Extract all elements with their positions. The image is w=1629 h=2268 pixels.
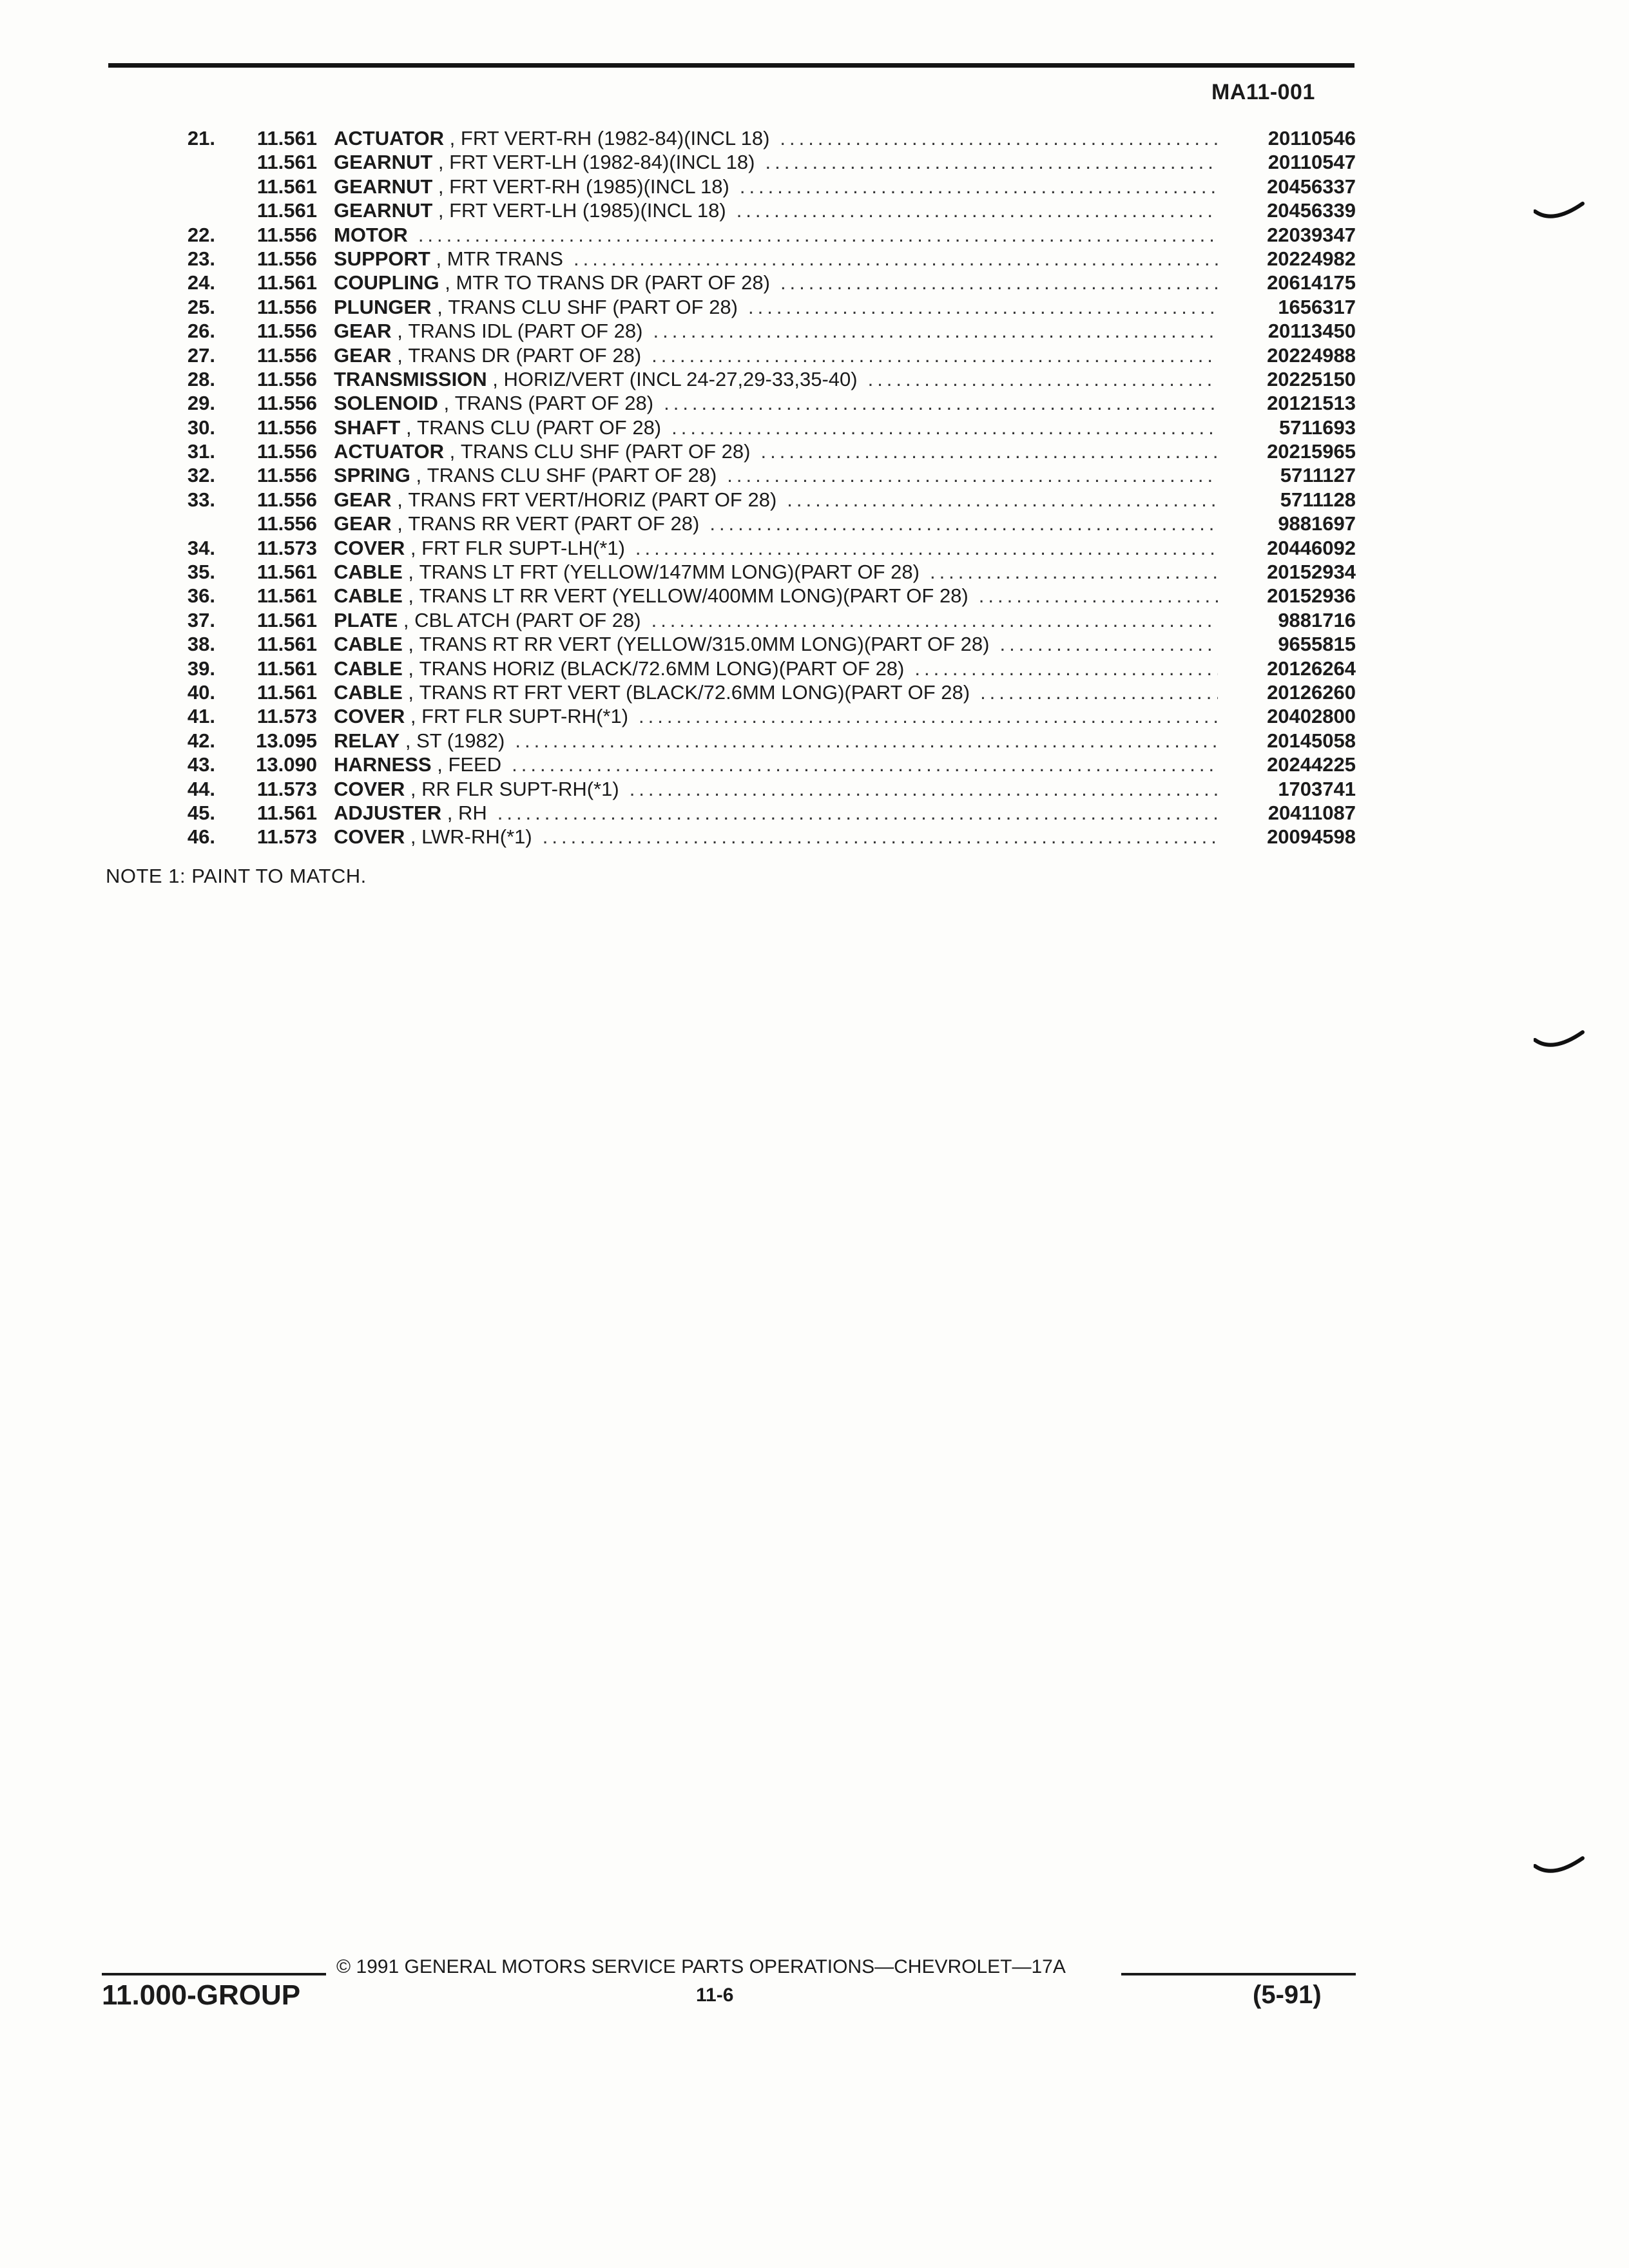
dot-leader: [868, 367, 1218, 391]
part-row: [108, 632, 1356, 656]
part-name: CABLE: [334, 584, 403, 608]
name-separator: ,: [402, 657, 419, 680]
part-name: SUPPORT: [334, 247, 430, 270]
ref-number: 25.: [187, 295, 215, 318]
dot-leader: [497, 801, 1218, 825]
ref-number: 46.: [187, 825, 215, 849]
part-row: [108, 704, 1356, 728]
group-number: 11.561: [256, 680, 317, 704]
ref-number: 41.: [187, 705, 215, 728]
part-name: PLATE: [334, 608, 398, 631]
part-row: [108, 319, 1356, 343]
part-description: TRANS LT RR VERT (YELLOW/400MM LONG)(PART OF 28): [419, 584, 969, 608]
part-name: GEAR: [334, 320, 392, 343]
footer-rule-right: [1121, 1973, 1356, 1975]
name-separator: ,: [402, 561, 419, 584]
part-name: GEARNUT: [334, 199, 433, 222]
group-number: 11.561: [256, 633, 317, 656]
part-row: [108, 657, 1356, 680]
part-description: FRT FLR SUPT-LH(*1): [421, 536, 625, 559]
part-name: PLUNGER: [334, 295, 432, 318]
part-description: TRANS RR VERT (PART OF 28): [408, 512, 700, 535]
dot-leader: [664, 391, 1218, 415]
ref-number: 22.: [187, 223, 215, 246]
part-number: 20126260: [1267, 680, 1356, 704]
group-number: 11.573: [256, 777, 317, 800]
part-description: TRANS CLU SHF (PART OF 28): [427, 464, 717, 487]
dot-leader: [760, 439, 1218, 463]
group-number: 11.561: [256, 199, 317, 222]
group-number: 11.561: [256, 151, 317, 174]
part-description: TRANS RT RR VERT (YELLOW/315.0MM LONG)(PART OF 28): [419, 633, 990, 656]
dot-leader: [543, 825, 1218, 849]
part-name: GEARNUT: [334, 175, 433, 198]
part-name: SPRING: [334, 464, 410, 487]
part-description: CBL ATCH (PART OF 28): [414, 608, 641, 631]
part-number: 20113450: [1268, 320, 1356, 343]
part-number: 5711128: [1280, 488, 1356, 511]
ref-number: 42.: [187, 729, 215, 752]
part-description: TRANS CLU (PART OF 28): [417, 416, 662, 439]
ref-number: 36.: [187, 584, 215, 608]
name-separator: ,: [432, 175, 450, 198]
name-separator: ,: [405, 705, 422, 728]
part-number: 20152934: [1267, 561, 1356, 584]
part-number: 20126264: [1267, 657, 1356, 680]
part-name: COVER: [334, 777, 405, 800]
group-number: 11.561: [256, 657, 317, 680]
name-separator: ,: [398, 608, 415, 631]
part-row: [108, 488, 1356, 512]
name-separator: ,: [432, 151, 450, 174]
part-description: TRANS CLU SHF (PART OF 28): [460, 440, 751, 463]
part-number: 20152936: [1267, 584, 1356, 608]
ref-number: 44.: [187, 777, 215, 800]
part-number: 1656317: [1278, 295, 1356, 318]
group-number: 11.561: [256, 175, 317, 198]
part-description: RR FLR SUPT-RH(*1): [421, 777, 619, 800]
group-number: 11.573: [256, 825, 317, 849]
name-separator: ,: [487, 367, 504, 390]
name-separator: ,: [438, 392, 455, 415]
name-separator: ,: [405, 825, 422, 849]
ref-number: 37.: [187, 608, 215, 631]
name-separator: ,: [441, 801, 458, 824]
dot-leader: [653, 319, 1218, 343]
dot-leader: [418, 223, 1218, 247]
dot-leader: [787, 488, 1218, 512]
part-description: HORIZ/VERT (INCL 24-27,29-33,35-40): [503, 367, 858, 390]
part-name: CABLE: [334, 680, 403, 704]
part-description: TRANS IDL (PART OF 28): [408, 320, 643, 343]
group-number: 11.573: [256, 705, 317, 728]
part-description: FRT VERT-RH (1982-84)(INCL 18): [460, 127, 770, 149]
part-description: TRANS HORIZ (BLACK/72.6MM LONG)(PART OF 28): [419, 657, 905, 680]
note-text: NOTE 1: PAINT TO MATCH.: [106, 865, 367, 887]
ref-number: 33.: [187, 488, 215, 511]
part-description: TRANS (PART OF 28): [454, 392, 654, 415]
ref-number: 24.: [187, 271, 215, 294]
part-row: [108, 198, 1356, 222]
part-number: 20225150: [1267, 367, 1356, 390]
group-number: 11.556: [256, 247, 317, 270]
part-name: TRANSMISSION: [334, 367, 487, 390]
part-row: [108, 295, 1356, 319]
part-number: 20224988: [1267, 343, 1356, 367]
group-number: 11.561: [256, 561, 317, 584]
group-number: 11.556: [256, 392, 317, 415]
ref-number: 27.: [187, 343, 215, 367]
part-row: [108, 680, 1356, 704]
dot-leader: [930, 560, 1218, 584]
group-label: 11.000-GROUP: [102, 1979, 301, 2011]
name-separator: ,: [444, 127, 461, 149]
name-separator: ,: [430, 247, 447, 270]
ref-number: 21.: [187, 127, 215, 149]
group-number: 13.090: [256, 753, 317, 776]
part-number: 5711127: [1280, 464, 1356, 487]
copyright-line: © 1991 GENERAL MOTORS SERVICE PARTS OPERATIONS—CHEVROLET—17A: [336, 1956, 1066, 1977]
part-row: [108, 223, 1356, 247]
part-description: FEED: [448, 753, 502, 776]
name-separator: ,: [410, 464, 427, 487]
part-description: RH: [458, 801, 487, 824]
part-row: [108, 391, 1356, 415]
part-row: [108, 584, 1356, 608]
dot-leader: [651, 343, 1218, 367]
binder-clip-mark: [1534, 195, 1585, 227]
part-number: 20145058: [1267, 729, 1356, 752]
part-number: 20110547: [1268, 151, 1356, 174]
name-separator: ,: [402, 633, 419, 656]
dot-leader: [914, 657, 1218, 680]
part-name: ACTUATOR: [334, 127, 445, 149]
part-row: [108, 825, 1356, 849]
part-number: 20110546: [1268, 127, 1356, 149]
part-number: 5711693: [1279, 416, 1356, 439]
part-description: TRANS RT FRT VERT (BLACK/72.6MM LONG)(PART OF 28): [419, 680, 970, 704]
part-name: COVER: [334, 705, 405, 728]
dot-leader: [1000, 632, 1219, 656]
part-name: GEAR: [334, 488, 392, 511]
part-name: ADJUSTER: [334, 801, 442, 824]
ref-number: 45.: [187, 801, 215, 824]
dot-leader: [651, 608, 1218, 632]
part-number: 9881716: [1278, 608, 1356, 631]
part-number: 20215965: [1267, 440, 1356, 463]
part-name: GEAR: [334, 512, 392, 535]
part-row: [108, 729, 1356, 753]
dot-leader: [980, 680, 1218, 704]
part-row: [108, 126, 1356, 150]
group-number: 11.556: [256, 223, 317, 246]
part-row: [108, 367, 1356, 391]
dot-leader: [727, 463, 1218, 487]
part-row: [108, 247, 1356, 271]
dot-leader: [512, 753, 1218, 776]
part-row: [108, 536, 1356, 560]
ref-number: 40.: [187, 680, 215, 704]
document-code: MA11-001: [1211, 80, 1315, 104]
part-number: 20456339: [1267, 199, 1356, 222]
part-number: 1703741: [1278, 777, 1356, 800]
date-code: (5-91): [1253, 1981, 1322, 2009]
group-number: 13.095: [256, 729, 317, 752]
parts-list: [108, 126, 1356, 849]
part-number: 20446092: [1267, 536, 1356, 559]
name-separator: ,: [400, 729, 417, 752]
group-number: 11.561: [256, 127, 317, 149]
part-row: [108, 343, 1356, 367]
group-number: 11.556: [256, 343, 317, 367]
part-description: FRT VERT-LH (1982-84)(INCL 18): [449, 151, 755, 174]
group-number: 11.561: [256, 584, 317, 608]
dot-leader: [780, 271, 1218, 294]
part-number: 9655815: [1278, 633, 1356, 656]
dot-leader: [979, 584, 1218, 608]
part-row: [108, 608, 1356, 632]
name-separator: ,: [405, 777, 422, 800]
part-description: FRT VERT-RH (1985)(INCL 18): [449, 175, 729, 198]
group-number: 11.556: [256, 512, 317, 535]
part-name: GEAR: [334, 343, 392, 367]
dot-leader: [780, 126, 1218, 150]
name-separator: ,: [400, 416, 418, 439]
dot-leader: [737, 198, 1218, 222]
part-number: 20224982: [1267, 247, 1356, 270]
part-name: CABLE: [334, 633, 403, 656]
part-description: FRT FLR SUPT-RH(*1): [421, 705, 629, 728]
part-row: [108, 416, 1356, 439]
group-number: 11.556: [256, 416, 317, 439]
part-number: 22039347: [1267, 223, 1356, 246]
part-name: RELAY: [334, 729, 400, 752]
ref-number: 23.: [187, 247, 215, 270]
dot-leader: [635, 536, 1218, 560]
part-description: TRANS CLU SHF (PART OF 28): [448, 295, 738, 318]
part-row: [108, 753, 1356, 776]
part-name: CABLE: [334, 657, 403, 680]
part-description: TRANS DR (PART OF 28): [408, 343, 642, 367]
name-separator: ,: [402, 680, 419, 704]
ref-number: 39.: [187, 657, 215, 680]
name-separator: ,: [391, 512, 409, 535]
group-number: 11.561: [256, 608, 317, 631]
part-description: LWR-RH(*1): [421, 825, 532, 849]
part-name: CABLE: [334, 561, 403, 584]
name-separator: ,: [391, 320, 409, 343]
part-number: 20411087: [1268, 801, 1356, 824]
group-number: 11.573: [256, 536, 317, 559]
binder-clip-mark: [1534, 1849, 1585, 1881]
part-row: [108, 801, 1356, 825]
part-name: MOTOR: [334, 223, 408, 246]
part-name: SOLENOID: [334, 392, 438, 415]
name-separator: ,: [391, 343, 409, 367]
ref-number: 34.: [187, 536, 215, 559]
dot-leader: [765, 150, 1218, 174]
ref-number: 32.: [187, 464, 215, 487]
part-name: GEARNUT: [334, 151, 433, 174]
dot-leader: [740, 175, 1218, 198]
part-name: ACTUATOR: [334, 440, 445, 463]
part-row: [108, 271, 1356, 294]
part-number: 9881697: [1278, 512, 1356, 535]
name-separator: ,: [402, 584, 419, 608]
part-name: SHAFT: [334, 416, 401, 439]
group-number: 11.561: [256, 801, 317, 824]
part-row: [108, 512, 1356, 535]
part-row: [108, 463, 1356, 487]
part-name: COVER: [334, 536, 405, 559]
dot-leader: [671, 416, 1218, 439]
dot-leader: [639, 704, 1218, 728]
part-description: MTR TRANS: [447, 247, 563, 270]
group-number: 11.556: [256, 464, 317, 487]
group-number: 11.556: [256, 440, 317, 463]
name-separator: ,: [432, 199, 450, 222]
group-number: 11.556: [256, 488, 317, 511]
part-row: [108, 439, 1356, 463]
ref-number: 29.: [187, 392, 215, 415]
part-name: HARNESS: [334, 753, 432, 776]
name-separator: ,: [439, 271, 456, 294]
part-description: TRANS LT FRT (YELLOW/147MM LONG)(PART OF 28): [419, 561, 920, 584]
part-number: 20094598: [1267, 825, 1356, 849]
page-number: 11-6: [696, 1984, 734, 2006]
binder-clip-mark: [1534, 1023, 1585, 1055]
ref-number: 43.: [187, 753, 215, 776]
part-number: 20614175: [1267, 271, 1356, 294]
part-number: 20121513: [1267, 392, 1356, 415]
part-row: [108, 777, 1356, 801]
group-number: 11.556: [256, 367, 317, 390]
dot-leader: [630, 777, 1218, 801]
name-separator: ,: [405, 536, 422, 559]
ref-number: 30.: [187, 416, 215, 439]
name-separator: ,: [431, 295, 448, 318]
ref-number: 31.: [187, 440, 215, 463]
dot-leader: [748, 295, 1218, 319]
ref-number: 26.: [187, 320, 215, 343]
part-row: [108, 560, 1356, 584]
dot-leader: [574, 247, 1218, 271]
part-row: [108, 175, 1356, 198]
name-separator: ,: [431, 753, 448, 776]
part-number: 20402800: [1267, 705, 1356, 728]
footer-rule-left: [102, 1973, 326, 1975]
name-separator: ,: [391, 488, 409, 511]
part-number: 20456337: [1267, 175, 1356, 198]
part-name: COVER: [334, 825, 405, 849]
top-rule: [108, 63, 1354, 68]
group-number: 11.561: [256, 271, 317, 294]
part-row: [108, 150, 1356, 174]
group-number: 11.556: [256, 295, 317, 318]
part-description: FRT VERT-LH (1985)(INCL 18): [449, 199, 726, 222]
name-separator: ,: [444, 440, 461, 463]
part-description: ST (1982): [416, 729, 505, 752]
part-description: TRANS FRT VERT/HORIZ (PART OF 28): [408, 488, 777, 511]
ref-number: 28.: [187, 367, 215, 390]
ref-number: 35.: [187, 561, 215, 584]
group-number: 11.556: [256, 320, 317, 343]
part-name: COUPLING: [334, 271, 439, 294]
dot-leader: [515, 729, 1218, 753]
part-description: MTR TO TRANS DR (PART OF 28): [456, 271, 770, 294]
part-number: 20244225: [1267, 753, 1356, 776]
ref-number: 38.: [187, 633, 215, 656]
dot-leader: [709, 512, 1218, 535]
